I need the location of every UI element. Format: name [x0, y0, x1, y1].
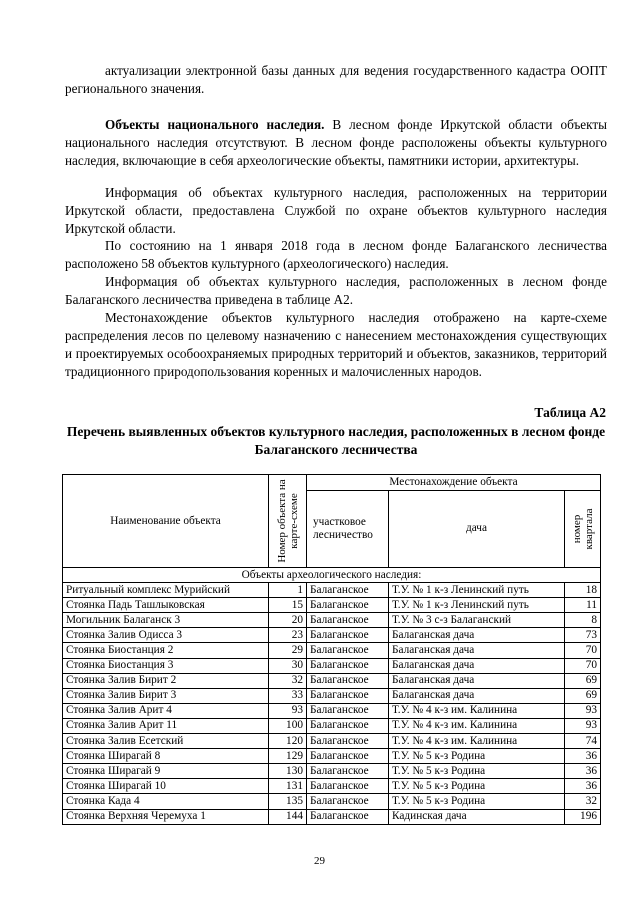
paragraph-3: Информация об объектах культурного наследия, расположенных на территории Иркутской области, предоставлена Службой по охране объектов культурного наследия Иркутской области. [65, 185, 607, 237]
table-row [63, 794, 601, 809]
cell-name: Стоянка Залив Арит 4 [63, 703, 269, 718]
cell-district: Балаганское [307, 764, 389, 779]
cell-quarter: 36 [565, 749, 601, 764]
header-map-number-text: Номер объекта на карте-схеме [275, 479, 300, 563]
cell-district: Балаганское [307, 718, 389, 733]
cell-name: Стоянка Ширагай 8 [63, 749, 269, 764]
table-row [63, 809, 601, 824]
cell-map-number: 129 [269, 749, 307, 764]
cell-quarter: 70 [565, 658, 601, 673]
header-map-number [269, 475, 307, 568]
cell-dacha: Балаганская дача [389, 673, 565, 688]
header-name: Наименование объекта [63, 475, 269, 568]
cell-name: Стоянка Падь Ташлыковская [63, 598, 269, 613]
cell-dacha: Т.У. № 1 к-з Ленинский путь [389, 598, 565, 613]
cell-dacha: Т.У. № 5 к-з Родина [389, 779, 565, 794]
cell-name: Стоянка Залив Есетский [63, 734, 269, 749]
cell-dacha: Т.У. № 5 к-з Родина [389, 764, 565, 779]
cell-quarter: 74 [565, 734, 601, 749]
table-row [63, 718, 601, 733]
cell-quarter: 32 [565, 794, 601, 809]
table-label: Таблица А2 [534, 405, 606, 420]
section-header: Объекты археологического наследия: [63, 568, 601, 583]
cell-district: Балаганское [307, 734, 389, 749]
cell-name: Стоянка Залив Бирит 3 [63, 688, 269, 703]
cell-quarter: 73 [565, 628, 601, 643]
cell-map-number: 1 [269, 583, 307, 598]
table-row [63, 779, 601, 794]
cell-quarter: 69 [565, 673, 601, 688]
cell-dacha: Балаганская дача [389, 658, 565, 673]
table-row [63, 628, 601, 643]
cell-quarter: 36 [565, 764, 601, 779]
cell-dacha: Т.У. № 1 к-з Ленинский путь [389, 583, 565, 598]
cell-district: Балаганское [307, 658, 389, 673]
cell-district: Балаганское [307, 794, 389, 809]
cell-quarter: 196 [565, 809, 601, 824]
cell-name: Стоянка Ширагай 9 [63, 764, 269, 779]
cell-district: Балаганское [307, 749, 389, 764]
cell-name: Могильник Балаганск 3 [63, 613, 269, 628]
cell-map-number: 120 [269, 734, 307, 749]
cell-name: Стоянка Залив Арит 11 [63, 718, 269, 733]
cell-dacha: Т.У. № 4 к-з им. Калинина [389, 703, 565, 718]
cell-map-number: 15 [269, 598, 307, 613]
paragraph-6: Местонахождение объектов культурного наследия отображено на карте-схеме распределения лесов по целевому назначению с нанесением местонахождения существующих и проектируемых особоохраняемых природных территорий и объектов, заказников, территорий традиционного природопользования коренных и малочисленных народов. [65, 310, 607, 380]
cell-name: Стоянка Ширагай 10 [63, 779, 269, 794]
cell-dacha: Т.У. № 5 к-з Родина [389, 794, 565, 809]
cell-district: Балаганское [307, 688, 389, 703]
page-number: 29 [314, 855, 325, 867]
cell-map-number: 32 [269, 673, 307, 688]
cell-quarter: 18 [565, 583, 601, 598]
cell-district: Балаганское [307, 628, 389, 643]
cell-map-number: 20 [269, 613, 307, 628]
cell-map-number: 33 [269, 688, 307, 703]
cell-district: Балаганское [307, 809, 389, 824]
cell-name: Стоянка Залив Одисса 3 [63, 628, 269, 643]
cell-quarter: 8 [565, 613, 601, 628]
paragraph-2-heading: Объекты национального наследия. [105, 117, 325, 132]
header-dacha: дача [389, 490, 565, 567]
cell-map-number: 29 [269, 643, 307, 658]
cell-quarter: 70 [565, 643, 601, 658]
cell-quarter: 93 [565, 718, 601, 733]
cell-map-number: 93 [269, 703, 307, 718]
cell-district: Балаганское [307, 673, 389, 688]
table-row [63, 734, 601, 749]
cell-dacha: Т.У. № 3 с-з Балаганский [389, 613, 565, 628]
paragraph-5: Информация об объектах культурного наследия, расположенных в лесном фонде Балаганского лесничества приведена в таблице А2. [65, 274, 607, 308]
cell-map-number: 131 [269, 779, 307, 794]
cell-name: Стоянка Верхняя Черемуха 1 [63, 809, 269, 824]
cell-map-number: 100 [269, 718, 307, 733]
table-row [63, 749, 601, 764]
cell-quarter: 69 [565, 688, 601, 703]
table-row [63, 643, 601, 658]
cell-district: Балаганское [307, 613, 389, 628]
table-row [63, 673, 601, 688]
cell-dacha: Т.У. № 4 к-з им. Калинина [389, 718, 565, 733]
cell-name: Стоянка Биостанция 2 [63, 643, 269, 658]
table-title: Перечень выявленных объектов культурного наследия, расположенных в лесном фонде Балаганского лесничества [66, 424, 606, 457]
cell-quarter: 93 [565, 703, 601, 718]
table-row [63, 688, 601, 703]
cell-district: Балаганское [307, 779, 389, 794]
cell-quarter: 11 [565, 598, 601, 613]
cell-name: Ритуальный комплекс Мурийский [63, 583, 269, 598]
table-row [63, 703, 601, 718]
heritage-table [62, 474, 601, 825]
cell-district: Балаганское [307, 703, 389, 718]
cell-dacha: Т.У. № 5 к-з Родина [389, 749, 565, 764]
table-row [63, 598, 601, 613]
cell-dacha: Балаганская дача [389, 628, 565, 643]
table-row [63, 583, 601, 598]
cell-district: Балаганское [307, 583, 389, 598]
header-district: участковое лесничество [307, 490, 389, 567]
cell-district: Балаганское [307, 643, 389, 658]
cell-dacha: Т.У. № 4 к-з им. Калинина [389, 734, 565, 749]
cell-dacha: Балаганская дача [389, 688, 565, 703]
paragraph-4: По состоянию на 1 января 2018 года в лесном фонде Балаганского лесничества расположено 58 объектов культурного (археологического) наследия. [65, 238, 607, 272]
cell-name: Стоянка Биостанция 3 [63, 658, 269, 673]
header-location: Местонахождение объекта [307, 475, 601, 491]
cell-quarter: 36 [565, 779, 601, 794]
cell-map-number: 144 [269, 809, 307, 824]
cell-map-number: 23 [269, 628, 307, 643]
cell-dacha: Кадинская дача [389, 809, 565, 824]
cell-name: Стоянка Залив Бирит 2 [63, 673, 269, 688]
cell-map-number: 135 [269, 794, 307, 809]
cell-dacha: Балаганская дача [389, 643, 565, 658]
header-quarter-text: номер квартала [570, 508, 595, 550]
cell-map-number: 30 [269, 658, 307, 673]
paragraph-2-text: В лесном фонде Иркутской области объекты национального наследия отсутствуют. В лесном фонде расположены объекты культурного наследия, включающие в себя археологические объекты, памятники истории, архитектуры. [65, 117, 607, 169]
table-row [63, 658, 601, 673]
paragraph-1: актуализации электронной базы данных для ведения государственного кадастра ООПТ регионального значения. [65, 63, 607, 97]
cell-map-number: 130 [269, 764, 307, 779]
table-row [63, 613, 601, 628]
header-quarter [565, 490, 601, 567]
table-row [63, 764, 601, 779]
cell-district: Балаганское [307, 598, 389, 613]
paragraph-2 [65, 116, 607, 170]
cell-name: Стоянка Када 4 [63, 794, 269, 809]
